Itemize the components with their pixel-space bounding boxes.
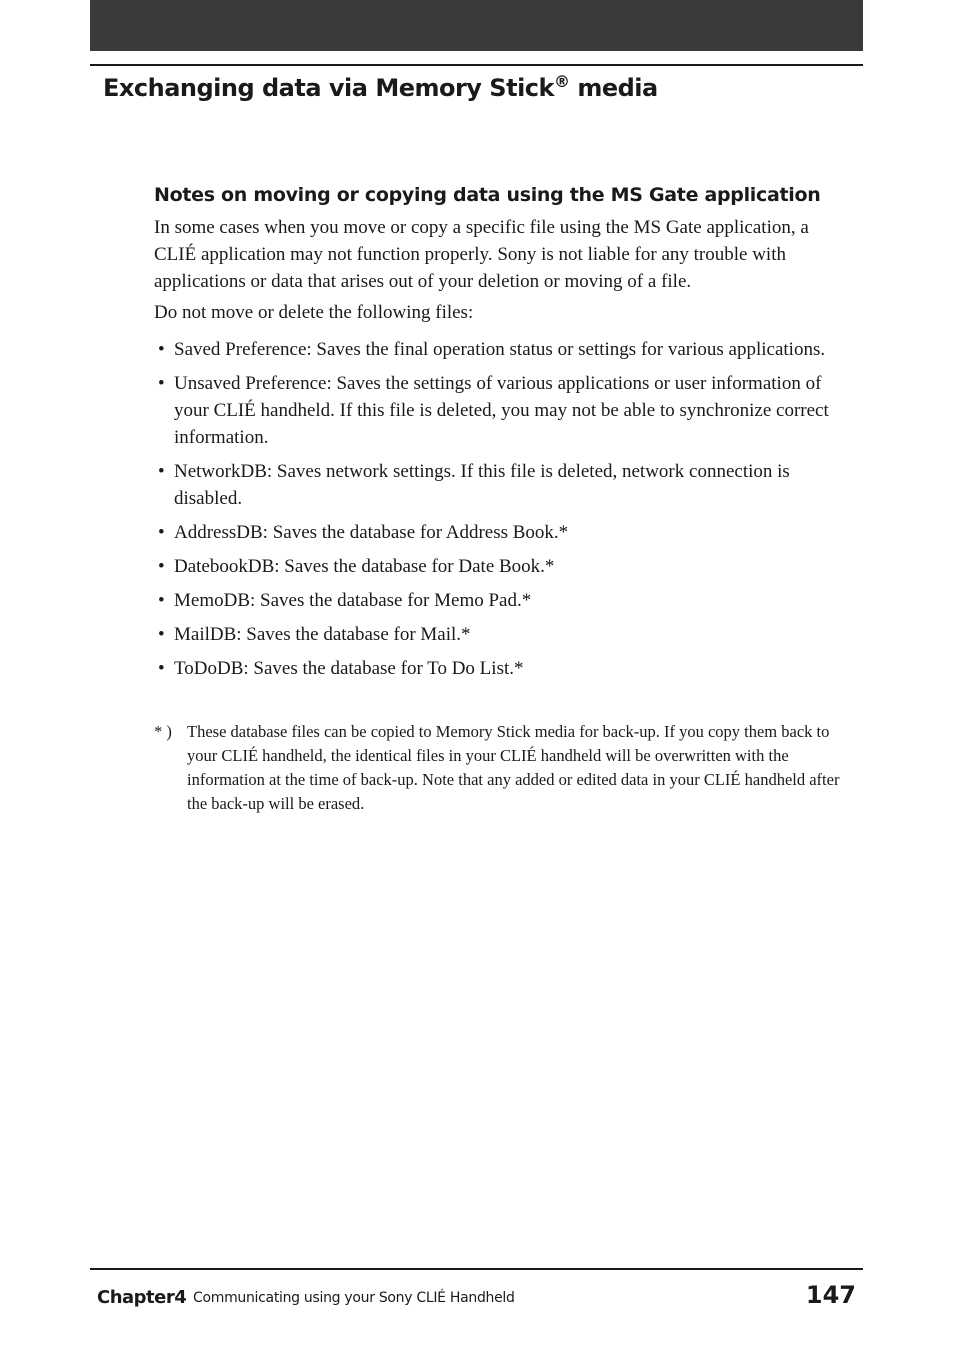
list-item-text: Saved Preference: Saves the final operation status or settings for various applications.	[174, 339, 826, 360]
footer-rule	[90, 1268, 863, 1270]
chapter-label: Chapter4	[97, 1287, 187, 1308]
list-item-text: NetworkDB: Saves network settings. If this file is deleted, network connection is disabled.	[174, 461, 790, 509]
registered-mark: ®	[553, 72, 570, 91]
list-item	[154, 519, 854, 546]
page-title-main: Exchanging data via Memory Stick	[103, 74, 554, 102]
bullet-icon: •	[158, 522, 165, 543]
bullet-icon: •	[158, 658, 165, 679]
list-item-text: MailDB: Saves the database for Mail.*	[174, 624, 471, 645]
footnote-mark: * )	[154, 722, 172, 741]
bullet-icon: •	[158, 590, 165, 611]
lead-paragraph: Do not move or delete the following files:	[154, 302, 474, 323]
list-item-text: AddressDB: Saves the database for Address Book.*	[174, 522, 569, 543]
footnote-text: These database files can be copied to Memory Stick media for back-up. If you copy them back to your CLIÉ handheld, the identical files in your CLIÉ handheld will be overwritten with the information at the time of back-up. Note that any added or edited data in your CLIÉ handheld after the back-up will be erased.	[187, 722, 840, 813]
list-item	[154, 587, 854, 614]
main-content	[154, 184, 854, 816]
list-item	[154, 621, 854, 648]
bullet-icon: •	[158, 556, 165, 577]
header-bar	[90, 0, 863, 51]
bullet-icon: •	[158, 373, 165, 394]
page-title	[103, 74, 658, 102]
header-rule	[90, 64, 863, 66]
list-item-text: DatebookDB: Saves the database for Date Book.*	[174, 556, 555, 577]
list-item-text: MemoDB: Saves the database for Memo Pad.*	[174, 590, 532, 611]
list-item	[154, 458, 854, 512]
list-item-text: Unsaved Preference: Saves the settings of various applications or user information of your CLIÉ handheld. If this file is deleted, you may not be able to synchronize correct information.	[174, 373, 829, 448]
intro-paragraph: In some cases when you move or copy a specific file using the MS Gate application, a CLIÉ application may not function properly. Sony is not liable for any trouble with applications or data that arises out of your deletion or moving of a file.	[154, 217, 809, 292]
list-item	[154, 336, 854, 363]
section-subtitle: Notes on moving or copying data using the MS Gate application	[154, 184, 821, 206]
page-number: 147	[805, 1281, 856, 1309]
list-item	[154, 655, 854, 682]
bullet-icon: •	[158, 461, 165, 482]
footnote	[154, 720, 854, 816]
chapter-description: Communicating using your Sony CLIÉ Handheld	[193, 1290, 515, 1306]
bullet-icon: •	[158, 624, 165, 645]
file-list	[154, 336, 854, 682]
page-title-tail: media	[569, 74, 658, 102]
list-item	[154, 370, 854, 451]
list-item	[154, 553, 854, 580]
bullet-icon: •	[158, 339, 165, 360]
list-item-text: ToDoDB: Saves the database for To Do List.*	[174, 658, 524, 679]
